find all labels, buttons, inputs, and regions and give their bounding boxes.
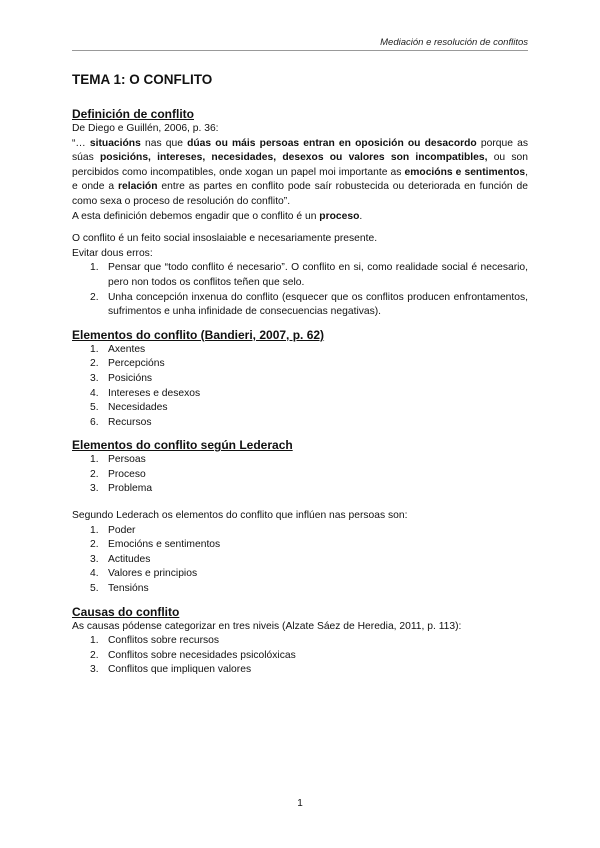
list-item-number: 1.: [90, 262, 99, 274]
list-item-text: Emocións e sentimentos: [108, 539, 221, 551]
errors-list: [72, 261, 528, 319]
list-item-text: Unha concepción inxenua do conflito (esquecer que os conflitos producen enfrontamentos, sufrimentos e unha infinidade de consecuencias negativas).: [108, 291, 528, 318]
definition-quote: [72, 137, 528, 210]
lederach-influence-item: [72, 524, 528, 539]
definition-addendum: [72, 210, 528, 225]
definition-citation: De Diego e Guillén, 2006, p. 36:: [72, 123, 219, 134]
quote-run: nas que: [140, 137, 188, 149]
quote-bold-run: posicións, intereses, necesidades, desexos ou valores son incompatibles,: [99, 152, 488, 164]
list-item-text: Necesidades: [108, 402, 168, 414]
bandieri-element-item: [72, 372, 528, 387]
bandieri-elements-list: [72, 343, 528, 431]
list-item-text: Problema: [108, 483, 153, 495]
bandieri-element-item: [72, 416, 528, 431]
list-item-text: Persoas: [108, 454, 146, 466]
error-item: [72, 291, 528, 320]
bandieri-element-item: [72, 343, 528, 358]
bandieri-element-item: [72, 387, 528, 402]
list-item-number: 3.: [90, 664, 99, 676]
section-heading-elements-bandieri: Elementos do conflito (Bandieri, 2007, p. 62): [72, 327, 325, 342]
lederach-influence-item: [72, 538, 528, 553]
header-rule: [72, 50, 528, 51]
page-body: [72, 72, 528, 678]
lederach-element-item: [72, 453, 528, 468]
list-item-number: 5.: [90, 402, 99, 414]
list-item-number: 1.: [90, 343, 99, 355]
causes-intro: As causas pódense categorizar en tres niveis (Alzate Sáez de Heredia, 2011, p. 113):: [72, 620, 462, 632]
addendum-bold-run: proceso: [319, 210, 360, 222]
list-item-text: Conflitos que impliquen valores: [108, 664, 252, 676]
quote-bold-run: dúas ou máis persoas entran en oposición ou desacordo: [187, 137, 477, 149]
list-item-text: Percepcións: [108, 358, 165, 370]
lederach-influence-item: [72, 553, 528, 568]
list-item-number: 2.: [90, 539, 99, 551]
cause-item: [72, 634, 528, 649]
list-item-text: Proceso: [108, 468, 146, 480]
page-title: TEMA 1: O CONFLITO: [72, 72, 213, 87]
list-item-number: 2.: [90, 358, 99, 370]
list-item-number: 1.: [90, 524, 99, 536]
list-item-text: Actitudes: [108, 553, 151, 565]
list-item-text: Tensións: [108, 583, 149, 595]
lederach-influences-list: [72, 524, 528, 597]
list-item-number: 1.: [90, 635, 99, 647]
list-item-number: 5.: [90, 583, 99, 595]
quote-run: ou son percibidos como incompatibles, onde xogan un papel moi importante as: [72, 152, 528, 178]
quote-bold-run: emocións e sentimentos: [404, 166, 526, 178]
lederach-element-item: [72, 468, 528, 483]
list-item-number: 3.: [90, 372, 99, 384]
list-item-number: 3.: [90, 553, 99, 565]
list-item-text: Posicións: [108, 372, 153, 384]
list-item-number: 6.: [90, 416, 99, 428]
bandieri-element-item: [72, 401, 528, 416]
list-item-number: 2.: [90, 649, 99, 661]
list-item-text: Recursos: [108, 416, 152, 428]
cause-item: [72, 649, 528, 664]
list-item-number: 1.: [90, 454, 99, 466]
addendum-run: A esta definición debemos engadir que o conflito é un: [72, 210, 320, 222]
social-fact-text: O conflito é un feito social insoslaiable e necesariamente presente.: [72, 233, 378, 245]
avoid-errors-intro: Evitar dous erros:: [72, 247, 153, 259]
list-item-number: 2.: [90, 291, 99, 303]
lederach-influence-item: [72, 582, 528, 597]
causes-list: [72, 634, 528, 678]
lederach-elements-list: [72, 453, 528, 497]
lederach-influences-intro: Segundo Lederach os elementos do conflito que inflúen nas persoas son:: [72, 510, 408, 522]
quote-bold-run: relación: [118, 181, 158, 193]
list-item-number: 4.: [90, 568, 99, 580]
list-item-text: Conflitos sobre necesidades psicolóxicas: [108, 649, 296, 661]
list-item-text: Valores e principios: [108, 568, 198, 580]
list-item-number: 3.: [90, 483, 99, 495]
quote-run: porque as súas: [72, 137, 528, 164]
list-item-text: Poder: [108, 524, 136, 536]
section-heading-definition: Definición de conflito: [72, 107, 194, 121]
list-item-text: Intereses e desexos: [108, 387, 201, 399]
quote-run: entre as partes en conflito pode saír robustecida ou deteriorada en función de como sexa o proceso de resolución do conflito”.: [72, 181, 528, 207]
page-number: 1: [297, 798, 303, 809]
list-item-number: 4.: [90, 387, 99, 399]
section-heading-elements-lederach: Elementos do conflito según Lederach: [72, 438, 293, 453]
bandieri-element-item: [72, 357, 528, 372]
list-item-text: Axentes: [108, 343, 146, 355]
cause-item: [72, 663, 528, 678]
error-item: [72, 261, 528, 290]
list-item-text: Pensar que “todo conflito é necesario”. O conflito en si, como realidade social é necesario, pero non todos os conflitos teñen que selo.: [108, 262, 528, 288]
lederach-element-item: [72, 482, 528, 497]
list-item-number: 2.: [90, 468, 99, 480]
quote-run: , e onde a: [72, 166, 529, 193]
quote-bold-run: situacións: [89, 137, 141, 149]
list-item-text: Conflitos sobre recursos: [108, 635, 220, 647]
quote-run: “…: [72, 137, 90, 149]
lederach-influence-item: [72, 567, 528, 582]
addendum-run: .: [359, 210, 363, 222]
section-heading-causes: Causas do conflito: [72, 604, 180, 619]
running-header: Mediación e resolución de conflitos: [380, 37, 528, 48]
